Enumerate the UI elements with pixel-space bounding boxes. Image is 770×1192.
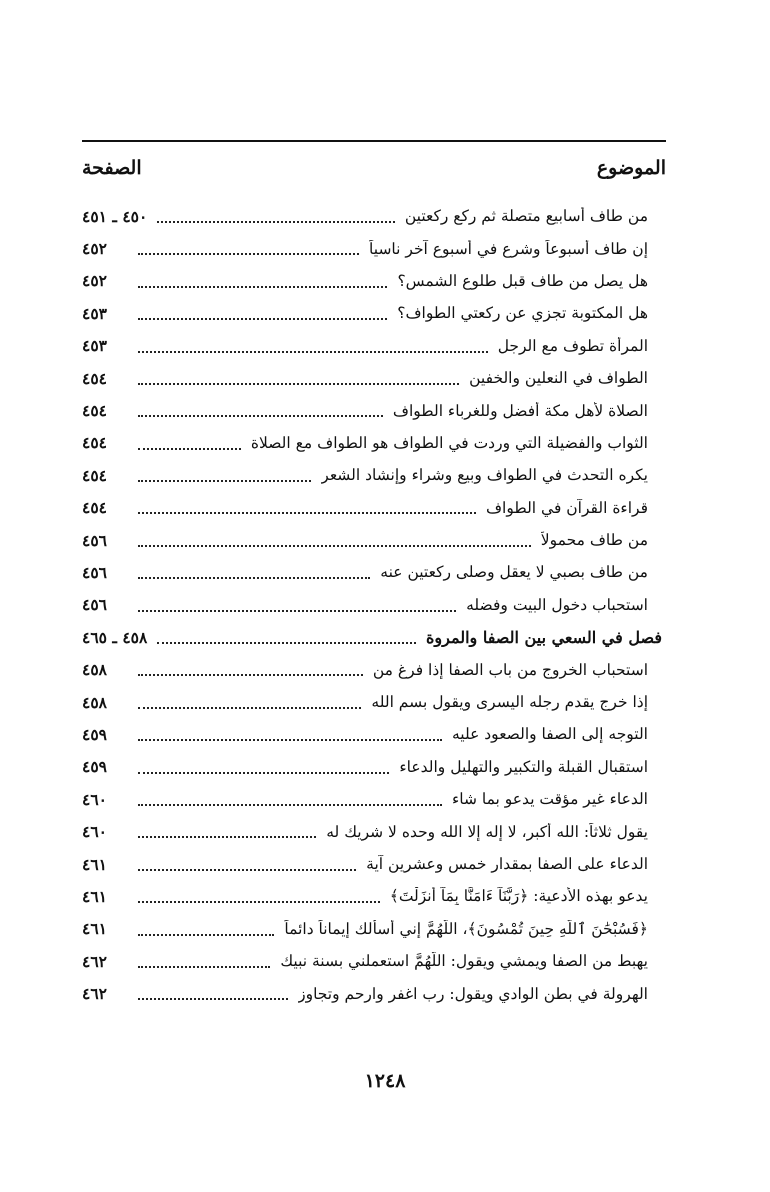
toc-entry bbox=[82, 524, 662, 556]
toc-entry-page: ٤٥٩ bbox=[82, 724, 107, 744]
toc-entry bbox=[82, 556, 662, 588]
table-header bbox=[82, 150, 666, 186]
leader-dots bbox=[138, 432, 241, 450]
toc-entry-title: الثواب والفضيلة التي وردت في الطواف هو الطواف مع الصلاة bbox=[250, 433, 648, 452]
leader-dots bbox=[138, 335, 488, 353]
toc-entry-title: الدعاء على الصفا بمقدار خمس وعشرين آية bbox=[366, 855, 648, 873]
toc-entry-title: من طاف أسابيع متصلة ثم ركع ركعتين bbox=[404, 207, 648, 226]
header-rule bbox=[82, 140, 666, 142]
toc-entry-page: ٤٥٨ ـ ٤٦٥ bbox=[82, 627, 148, 647]
toc-section-heading bbox=[82, 621, 662, 653]
toc-entry-page: ٤٥٨ bbox=[82, 692, 107, 712]
leader-dots bbox=[138, 659, 363, 677]
toc-entry bbox=[82, 492, 662, 524]
toc-entry bbox=[82, 589, 662, 621]
toc-entry-title: الطواف في النعلين والخفين bbox=[469, 369, 648, 388]
leader-dots bbox=[138, 270, 387, 288]
toc-entry bbox=[82, 232, 662, 264]
toc-entry bbox=[82, 297, 662, 329]
toc-entry-page: ٤٥٩ bbox=[82, 757, 107, 777]
toc-entry bbox=[82, 783, 662, 815]
leader-dots bbox=[138, 303, 387, 321]
leader-dots bbox=[157, 627, 416, 645]
leader-dots bbox=[138, 983, 288, 1001]
toc-entry-page: ٤٦١ bbox=[82, 886, 107, 906]
toc-entry-page: ٤٦٢ bbox=[82, 984, 107, 1004]
leader-dots bbox=[157, 205, 395, 223]
leader-dots bbox=[138, 853, 356, 871]
toc-entry bbox=[82, 427, 662, 459]
toc-entry-page: ٤٦٠ bbox=[82, 822, 107, 842]
toc-entry-page: ٤٦٠ bbox=[82, 789, 107, 809]
toc-entry-page: ٤٥٤ bbox=[82, 433, 107, 453]
toc-entry-title: الدعاء غير مؤقت يدعو بما شاء bbox=[451, 790, 648, 809]
leader-dots bbox=[138, 367, 459, 385]
toc-entry-title: قراءة القرآن في الطواف bbox=[485, 498, 648, 517]
toc-entry bbox=[82, 815, 662, 847]
toc-entry bbox=[82, 362, 662, 394]
toc-entry-title: هل يصل من طاف قبل طلوع الشمس؟ bbox=[397, 271, 648, 290]
toc-entry bbox=[82, 880, 662, 912]
toc-entry-title: يقول ثلاثاً: الله أكبر، لا إله إلا الله وحده لا شريك له bbox=[326, 822, 648, 841]
table-of-contents bbox=[82, 200, 662, 1010]
leader-dots bbox=[138, 400, 383, 418]
toc-entry-page: ٤٥٠ ـ ٤٥١ bbox=[82, 206, 148, 226]
leader-dots bbox=[138, 594, 456, 612]
toc-entry-page: ٤٥٨ bbox=[82, 660, 107, 680]
toc-entry bbox=[82, 945, 662, 977]
toc-entry-page: ٤٥٦ bbox=[82, 530, 107, 550]
toc-entry-title: يكره التحدث في الطواف وبيع وشراء وإنشاد الشعر bbox=[321, 466, 648, 485]
toc-entry-page: ٤٥٦ bbox=[82, 595, 107, 615]
toc-entry bbox=[82, 751, 662, 783]
toc-entry bbox=[82, 330, 662, 362]
toc-entry-title: التوجه إلى الصفا والصعود عليه bbox=[451, 725, 648, 744]
toc-entry-title: من طاف محمولاً bbox=[540, 531, 648, 550]
leader-dots bbox=[138, 886, 380, 904]
leader-dots bbox=[138, 691, 361, 709]
toc-entry-page: ٤٥٤ bbox=[82, 465, 107, 485]
toc-entry-page: ٤٦١ bbox=[82, 854, 107, 874]
leader-dots bbox=[138, 562, 370, 580]
toc-entry bbox=[82, 718, 662, 750]
leader-dots bbox=[138, 529, 531, 547]
toc-entry bbox=[82, 459, 662, 491]
leader-dots bbox=[138, 724, 442, 742]
page-number: ١٢٤٨ bbox=[364, 1070, 406, 1092]
toc-entry-title: ﴿فَسُبْحَٰنَ ٱللَّهِ حِينَ تُمْسُونَ﴾، اللَّهُمَّ إني أسألك إيماناً دائماً bbox=[284, 919, 648, 938]
leader-dots bbox=[138, 465, 311, 483]
toc-entry bbox=[82, 265, 662, 297]
toc-entry-title: من طاف بصبي لا يعقل وصلى ركعتين عنه bbox=[380, 563, 648, 582]
toc-entry-title: المرأة تطوف مع الرجل bbox=[497, 336, 648, 355]
toc-entry-page: ٤٥٦ bbox=[82, 562, 107, 582]
toc-entry bbox=[82, 653, 662, 685]
toc-entry-title: فصل في السعي بين الصفا والمروة bbox=[426, 627, 662, 647]
toc-entry bbox=[82, 848, 662, 880]
toc-entry-page: ٤٦١ bbox=[82, 919, 107, 939]
toc-entry-title: إذا خرج يقدم رجله اليسرى ويقول بسم الله bbox=[371, 693, 648, 712]
toc-entry-page: ٤٥٤ bbox=[82, 401, 107, 421]
toc-entry-page: ٤٥٤ bbox=[82, 498, 107, 518]
toc-entry bbox=[82, 394, 662, 426]
toc-entry bbox=[82, 200, 662, 232]
leader-dots bbox=[138, 950, 270, 968]
toc-entry-title: الصلاة لأهل مكة أفضل وللغرباء الطواف bbox=[392, 401, 648, 420]
leader-dots bbox=[138, 238, 359, 256]
leader-dots bbox=[138, 756, 389, 774]
toc-entry-title: يهبط من الصفا ويمشي ويقول: اللَّهُمَّ استعملني بسنة نبيك bbox=[280, 952, 648, 971]
toc-entry bbox=[82, 686, 662, 718]
leader-dots bbox=[138, 788, 442, 806]
leader-dots bbox=[138, 497, 476, 515]
toc-entry-title: إن طاف أسبوعاً وشرع في أسبوع آخر ناسياً bbox=[369, 239, 648, 258]
toc-entry bbox=[82, 913, 662, 945]
toc-entry-page: ٤٥٣ bbox=[82, 336, 107, 356]
toc-entry-page: ٤٥٣ bbox=[82, 303, 107, 323]
page-column-label: الصفحة bbox=[82, 157, 142, 179]
toc-entry-title: الهرولة في بطن الوادي ويقول: رب اغفر وارحم وتجاوز bbox=[298, 984, 648, 1003]
toc-entry-page: ٤٥٢ bbox=[82, 239, 107, 259]
toc-entry-title: استحباب دخول البيت وفضله bbox=[466, 595, 648, 614]
toc-entry-title: يدعو بهذه الأدعية: ﴿رَبَّنَآ ءَامَنَّا بِمَآ أَنزَلْتَ﴾ bbox=[389, 887, 648, 906]
toc-entry-title: استقبال القبلة والتكبير والتهليل والدعاء bbox=[399, 757, 648, 776]
toc-entry-title: هل المكتوبة تجزي عن ركعتي الطواف؟ bbox=[397, 304, 648, 323]
toc-entry-page: ٤٦٢ bbox=[82, 951, 107, 971]
leader-dots bbox=[138, 918, 274, 936]
toc-entry-page: ٤٥٤ bbox=[82, 368, 107, 388]
toc-entry bbox=[82, 977, 662, 1009]
toc-entry-title: استحباب الخروج من باب الصفا إذا فرغ من bbox=[372, 660, 648, 679]
leader-dots bbox=[138, 821, 316, 839]
toc-entry-page: ٤٥٢ bbox=[82, 271, 107, 291]
topic-column-label: الموضوع bbox=[596, 157, 666, 179]
